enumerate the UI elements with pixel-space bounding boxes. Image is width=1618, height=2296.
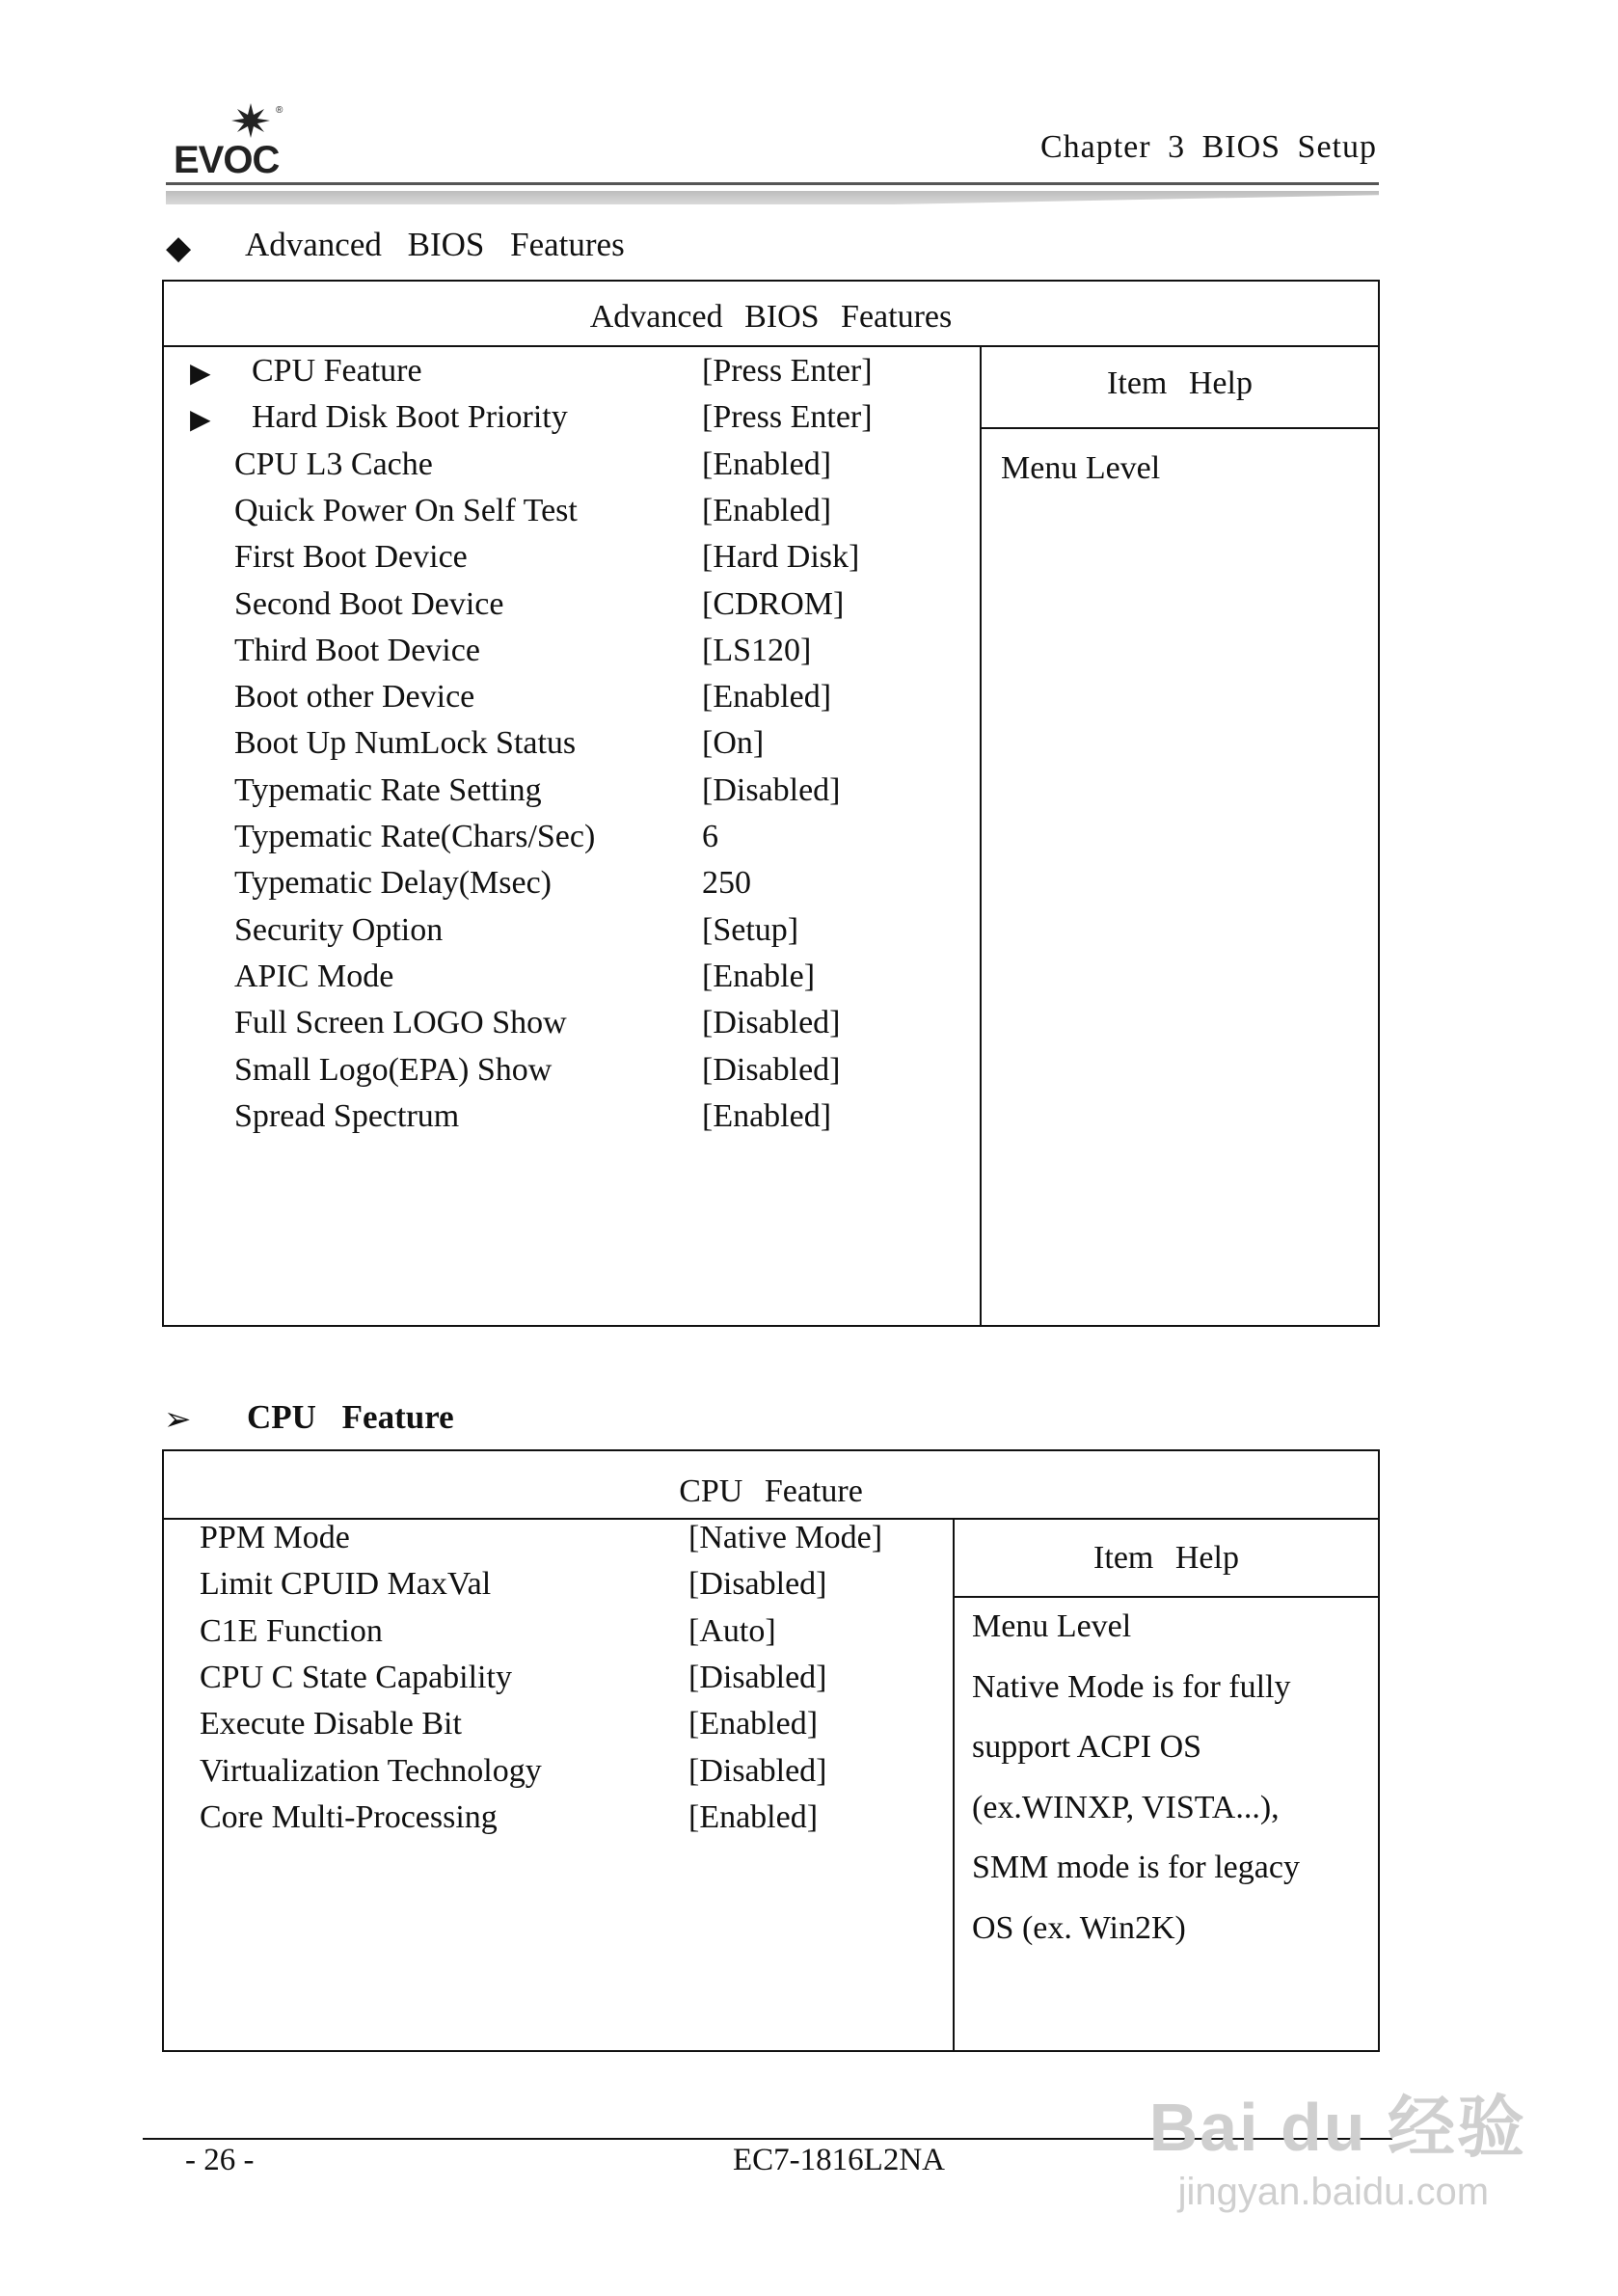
arrow-bullet-icon: ➢ bbox=[164, 1402, 192, 1438]
setting-value[interactable]: [Press Enter] bbox=[702, 353, 873, 389]
setting-value[interactable]: [Native Mode] bbox=[688, 1520, 883, 1555]
divider bbox=[162, 345, 1380, 347]
help-title: Item Help bbox=[1107, 365, 1253, 401]
setting-label[interactable]: Full Screen LOGO Show bbox=[234, 1005, 567, 1040]
setting-value[interactable]: 6 bbox=[702, 819, 718, 854]
setting-label[interactable]: CPU Feature bbox=[252, 353, 422, 389]
help-text: OS (ex. Win2K) bbox=[972, 1910, 1186, 1946]
help-text: support ACPI OS bbox=[972, 1729, 1202, 1765]
watermark-brand: Bai du 经验 bbox=[1148, 2090, 1526, 2165]
section-heading: Advanced BIOS Features bbox=[245, 226, 625, 263]
setting-value[interactable]: [Disabled] bbox=[702, 772, 841, 808]
setting-label[interactable]: Second Boot Device bbox=[234, 586, 504, 622]
setting-label[interactable]: Quick Power On Self Test bbox=[234, 493, 578, 528]
divider bbox=[980, 427, 1380, 429]
setting-label[interactable]: Typematic Rate(Chars/Sec) bbox=[234, 819, 596, 854]
evoc-logo bbox=[174, 101, 289, 178]
help-text: Menu Level bbox=[972, 1608, 1132, 1644]
setting-label[interactable]: Boot Up NumLock Status bbox=[234, 725, 577, 761]
setting-label[interactable]: Execute Disable Bit bbox=[200, 1706, 462, 1742]
help-text: (ex.WINXP, VISTA...), bbox=[972, 1790, 1280, 1825]
submenu-arrow-icon: ▶ bbox=[190, 405, 211, 435]
help-text: Menu Level bbox=[1001, 450, 1161, 486]
setting-label[interactable]: Limit CPUID MaxVal bbox=[200, 1566, 492, 1602]
setting-value[interactable]: [Disabled] bbox=[688, 1566, 827, 1602]
setting-label[interactable]: CPU C State Capability bbox=[200, 1660, 512, 1695]
setting-label[interactable]: Small Logo(EPA) Show bbox=[234, 1052, 553, 1088]
setting-value[interactable]: [Setup] bbox=[702, 912, 799, 948]
model-number: EC7-1816L2NA bbox=[733, 2143, 945, 2177]
divider bbox=[953, 1596, 1380, 1598]
help-text: SMM mode is for legacy bbox=[972, 1850, 1300, 1885]
divider bbox=[953, 1518, 955, 2052]
setting-value[interactable]: [Auto] bbox=[688, 1613, 776, 1649]
table-title: CPU Feature bbox=[679, 1473, 863, 1509]
setting-label[interactable]: Third Boot Device bbox=[234, 633, 480, 668]
setting-value[interactable]: [Enabled] bbox=[688, 1799, 819, 1835]
divider bbox=[980, 345, 982, 1327]
setting-value[interactable]: [Enabled] bbox=[688, 1706, 819, 1742]
section-heading: CPU Feature bbox=[247, 1398, 454, 1436]
setting-value[interactable]: [Enabled] bbox=[702, 679, 832, 715]
svg-text:EVOC: EVOC bbox=[174, 139, 280, 178]
watermark-url: jingyan.baidu.com bbox=[1177, 2171, 1490, 2213]
setting-value[interactable]: [LS120] bbox=[702, 633, 812, 668]
help-title: Item Help bbox=[1093, 1540, 1239, 1576]
setting-label[interactable]: Spread Spectrum bbox=[234, 1098, 460, 1134]
setting-value[interactable]: [Disabled] bbox=[688, 1660, 827, 1695]
setting-label[interactable]: First Boot Device bbox=[234, 539, 468, 575]
setting-label[interactable]: Typematic Delay(Msec) bbox=[234, 865, 552, 901]
setting-label[interactable]: Virtualization Technology bbox=[200, 1753, 542, 1789]
setting-label[interactable]: Hard Disk Boot Priority bbox=[252, 399, 568, 435]
setting-value[interactable]: [CDROM] bbox=[702, 586, 845, 622]
setting-label[interactable]: Core Multi-Processing bbox=[200, 1799, 498, 1835]
header-rule bbox=[166, 182, 1379, 185]
setting-label[interactable]: C1E Function bbox=[200, 1613, 383, 1649]
svg-text:®: ® bbox=[276, 105, 283, 116]
setting-value[interactable]: [Enabled] bbox=[702, 1098, 832, 1134]
help-text: Native Mode is for fully bbox=[972, 1669, 1291, 1705]
page-number: - 26 - bbox=[185, 2143, 255, 2177]
header-rule-shaded bbox=[166, 191, 1379, 204]
setting-value[interactable]: 250 bbox=[702, 865, 751, 901]
diamond-bullet-icon: ◆ bbox=[166, 230, 192, 266]
setting-label[interactable]: PPM Mode bbox=[200, 1520, 350, 1555]
submenu-arrow-icon: ▶ bbox=[190, 359, 211, 389]
setting-value[interactable]: [Enabled] bbox=[702, 493, 832, 528]
baidu-watermark bbox=[1149, 2073, 1526, 2214]
setting-label[interactable]: Security Option bbox=[234, 912, 444, 948]
chapter-title: Chapter 3 BIOS Setup bbox=[1039, 129, 1377, 165]
setting-value[interactable]: [Hard Disk] bbox=[702, 539, 860, 575]
setting-value[interactable]: [Disabled] bbox=[702, 1052, 841, 1088]
setting-value[interactable]: [Disabled] bbox=[688, 1753, 827, 1789]
setting-value[interactable]: [Enabled] bbox=[702, 446, 832, 482]
setting-value[interactable]: [On] bbox=[702, 725, 765, 761]
setting-value[interactable]: [Enable] bbox=[702, 959, 816, 994]
setting-value[interactable]: [Press Enter] bbox=[702, 399, 873, 435]
setting-label[interactable]: Typematic Rate Setting bbox=[234, 772, 542, 808]
setting-label[interactable]: APIC Mode bbox=[234, 959, 394, 994]
setting-value[interactable]: [Disabled] bbox=[702, 1005, 841, 1040]
setting-label[interactable]: CPU L3 Cache bbox=[234, 446, 433, 482]
setting-label[interactable]: Boot other Device bbox=[234, 679, 475, 715]
table-title: Advanced BIOS Features bbox=[589, 299, 953, 335]
